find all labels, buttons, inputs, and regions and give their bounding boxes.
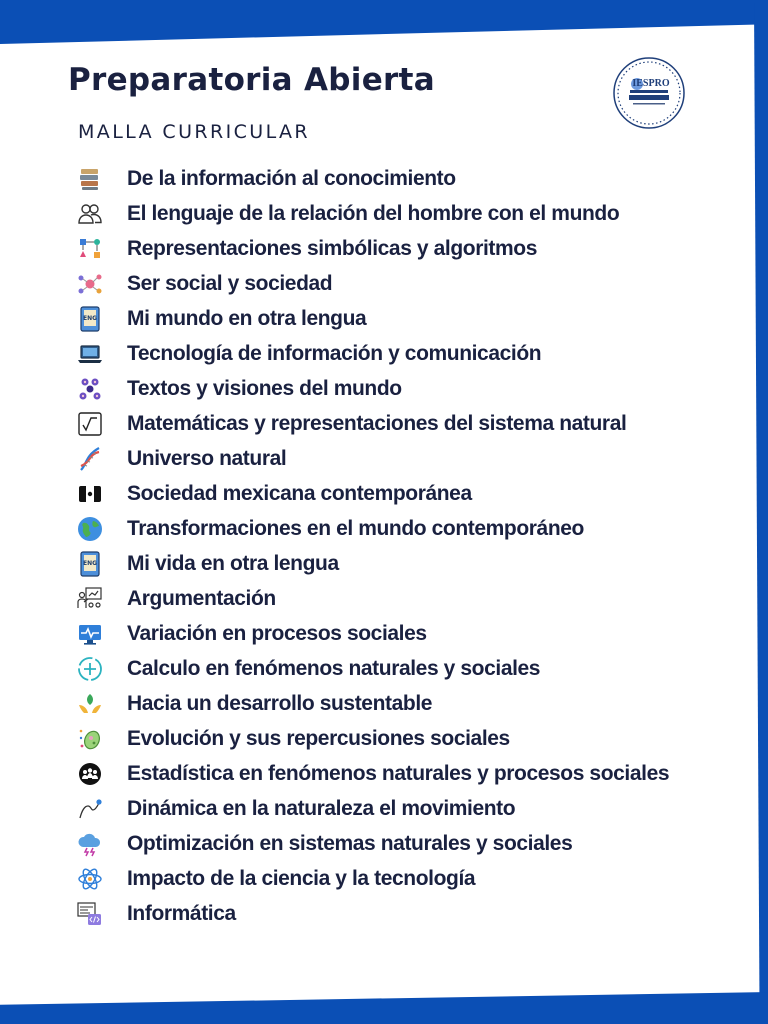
english-book-icon: [72, 546, 108, 581]
books-icon: [72, 161, 108, 196]
list-item: [72, 546, 732, 581]
item-label: Variación en procesos sociales: [127, 622, 427, 645]
atom-icon: [72, 861, 108, 896]
flowchart-icon: [72, 231, 108, 266]
bottom-frame-band: [0, 992, 768, 1024]
item-label: Universo natural: [127, 447, 287, 470]
iespro-logo: [613, 57, 685, 129]
right-frame-band: [754, 0, 768, 1024]
list-item: [72, 791, 732, 826]
list-item: [72, 266, 732, 301]
list-item: [72, 721, 732, 756]
english-book-icon: [72, 301, 108, 336]
item-label: Estadística en fenómenos naturales y procesos sociales: [127, 762, 670, 785]
list-item: [72, 616, 732, 651]
microbe-icon: [72, 721, 108, 756]
item-label: Mi vida en otra lengua: [127, 552, 339, 575]
item-label: Evolución y sus repercusiones sociales: [127, 727, 510, 750]
monitor-pulse-icon: [72, 616, 108, 651]
list-item: [72, 441, 732, 476]
square-root-icon: [72, 406, 108, 441]
trajectory-icon: [72, 791, 108, 826]
globe-icon: [72, 511, 108, 546]
group-badge-icon: [72, 756, 108, 791]
community-icon: [72, 371, 108, 406]
code-window-icon: [72, 896, 108, 931]
list-item: [72, 686, 732, 721]
list-item: [72, 861, 732, 896]
list-item: [72, 756, 732, 791]
list-item: [72, 161, 732, 196]
list-item: [72, 511, 732, 546]
svg-text:ENG: ENG: [82, 559, 98, 567]
people-icon: [72, 196, 108, 231]
curriculum-list: [72, 161, 732, 931]
item-label: Informática: [127, 902, 236, 925]
list-item: [72, 581, 732, 616]
list-item: [72, 406, 732, 441]
list-item: [72, 371, 732, 406]
top-frame-band: [0, 0, 768, 44]
storm-cloud-icon: [72, 826, 108, 861]
item-label: De la información al conocimiento: [127, 167, 456, 190]
item-label: Optimización en sistemas naturales y sociales: [127, 832, 573, 855]
sprout-hands-icon: [72, 686, 108, 721]
item-label: Dinámica en la naturaleza el movimiento: [127, 797, 516, 820]
item-label: Sociedad mexicana contemporánea: [127, 482, 472, 505]
item-label: Representaciones simbólicas y algoritmos: [127, 237, 537, 260]
list-item: [72, 651, 732, 686]
item-label: El lenguaje de la relación del hombre con el mundo: [127, 202, 620, 225]
list-item: [72, 476, 732, 511]
list-item: [72, 336, 732, 371]
laptop-icon: [72, 336, 108, 371]
network-icon: [72, 266, 108, 301]
page-title: Preparatoria Abierta: [68, 62, 435, 98]
item-label: Impacto de la ciencia y la tecnología: [127, 867, 476, 890]
item-label: Calculo en fenómenos naturales y sociales: [127, 657, 541, 680]
list-item: [72, 896, 732, 931]
list-item: [72, 301, 732, 336]
list-item: [72, 196, 732, 231]
list-item: [72, 231, 732, 266]
item-label: Transformaciones en el mundo contemporáneo: [127, 517, 584, 540]
svg-text:ENG: ENG: [82, 314, 98, 322]
item-label: Tecnología de información y comunicación: [127, 342, 542, 365]
plus-circle-icon: [72, 651, 108, 686]
item-label: Textos y visiones del mundo: [127, 377, 402, 400]
item-label: Argumentación: [127, 587, 276, 610]
mexico-flag-icon: [72, 476, 108, 511]
item-label: Matemáticas y representaciones del sistema natural: [127, 412, 627, 435]
item-label: Mi mundo en otra lengua: [127, 307, 367, 330]
svg-text:IESPRO: IESPRO: [632, 78, 670, 89]
item-label: Ser social y sociedad: [127, 272, 333, 295]
dna-icon: [72, 441, 108, 476]
page-subtitle: MALLA CURRICULAR: [78, 121, 311, 143]
list-item: [72, 826, 732, 861]
presentation-icon: [72, 581, 108, 616]
item-label: Hacia un desarrollo sustentable: [127, 692, 433, 715]
